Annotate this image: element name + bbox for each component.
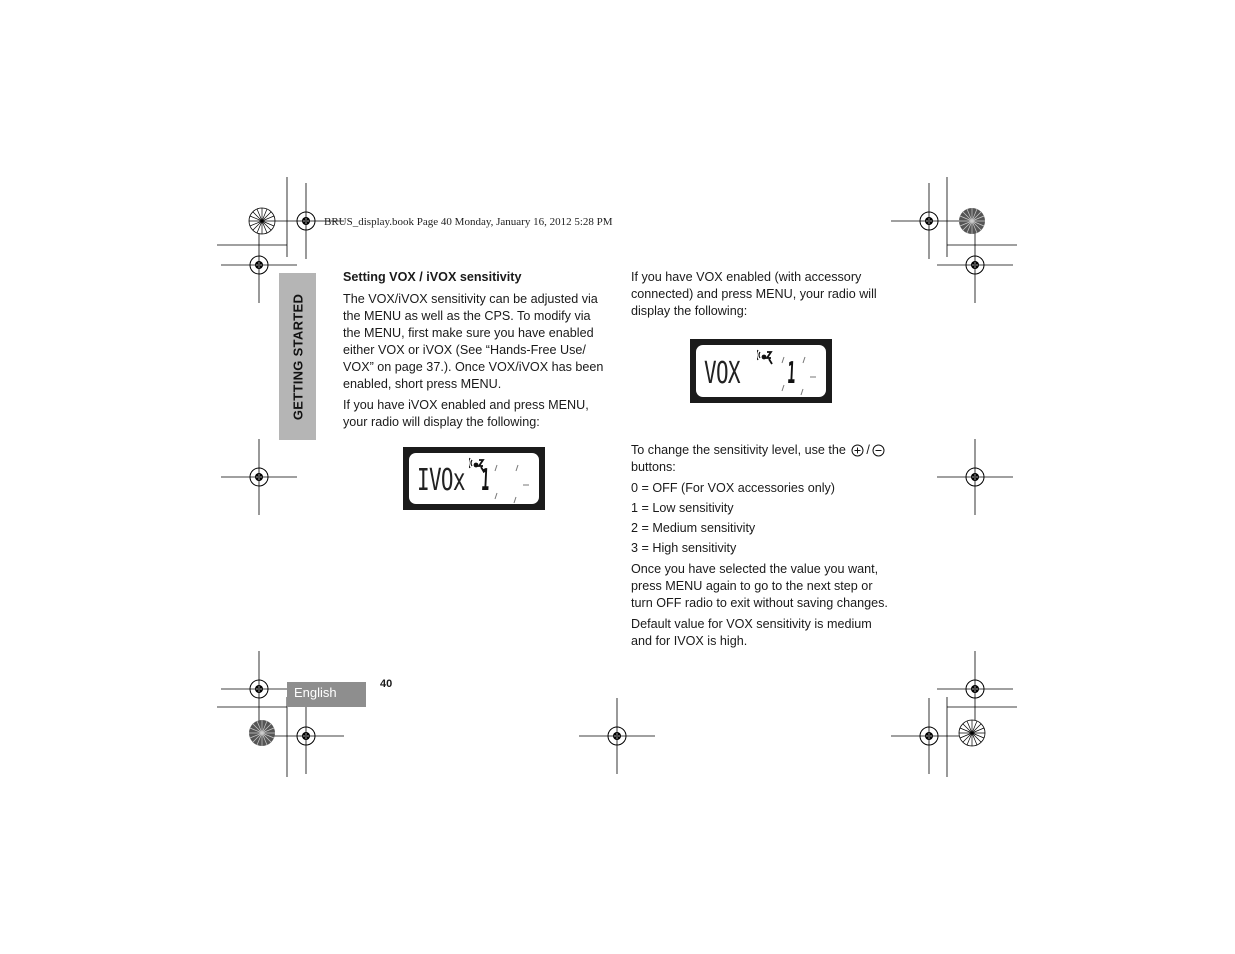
section-heading: Setting VOX / iVOX sensitivity — [343, 270, 522, 284]
lcd-segments — [491, 459, 541, 505]
lcd-segments — [778, 351, 828, 397]
vox-lcd-display — [690, 339, 832, 403]
language-label: English — [294, 685, 337, 700]
paragraph-change-level — [631, 442, 893, 476]
print-header: BRUS_display.book Page 40 Monday, January 16, 2012 5:28 PM — [324, 216, 613, 228]
level-item: 0 = OFF (For VOX accessories only) — [631, 481, 836, 495]
change-level-separator: / — [866, 443, 870, 457]
paragraph-intro: The VOX/iVOX sensitivity can be adjusted via the MENU as well as the CPS. To modify via the MENU, first make sure you have enabled either VOX or iVOX (See “Hands-Free Use/ VOX” on page 37.). Once VOX/iVOX has been enabled, short press MENU. — [343, 292, 604, 391]
section-tab-label: GETTING STARTED — [290, 293, 305, 420]
lcd-mode-text: IVOx — [417, 463, 465, 498]
lcd-level-digit: 1 — [786, 356, 797, 391]
plus-button-icon — [851, 444, 864, 457]
minus-button-icon — [872, 444, 885, 457]
level-item: 1 = Low sensitivity — [631, 501, 734, 515]
left-column — [343, 269, 605, 435]
ivox-lcd-display — [403, 447, 545, 510]
language-tab — [287, 682, 366, 707]
section-tab — [279, 273, 316, 440]
paragraph-ivox: If you have iVOX enabled and press MENU, your radio will display the following: — [343, 398, 589, 429]
right-column-top — [631, 269, 893, 324]
level-item: 3 = High sensitivity — [631, 541, 737, 555]
change-level-text: To change the sensitivity level, use the — [631, 443, 846, 457]
lcd-mode-text: VOX — [704, 356, 740, 391]
level-item: 2 = Medium sensitivity — [631, 521, 756, 535]
right-column-bottom — [631, 442, 893, 654]
paragraph-vox: If you have VOX enabled (with accessory connected) and press MENU, your radio will display the following: — [631, 270, 877, 318]
lcd-level-digit: 1 — [480, 463, 491, 498]
paragraph-once-selected: Once you have selected the value you want, press MENU again to go to the next step or turn OFF radio to exit without saving changes. — [631, 562, 888, 610]
paragraph-default-value: Default value for VOX sensitivity is medium and for IVOX is high. — [631, 617, 872, 648]
change-level-tail: buttons: — [631, 460, 676, 474]
page-number: 40 — [380, 678, 393, 690]
